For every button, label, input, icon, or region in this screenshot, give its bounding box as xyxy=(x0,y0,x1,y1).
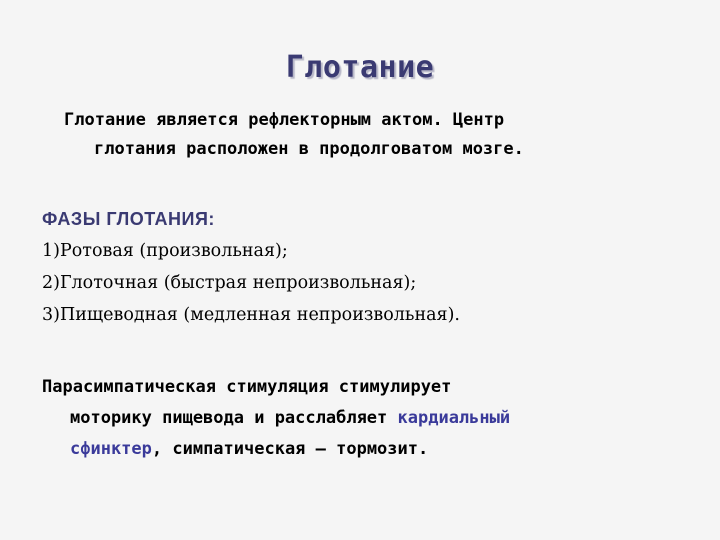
intro-text xyxy=(64,106,714,164)
phase-item: 1)Ротовая (произвольная); xyxy=(42,241,288,261)
phase-item: 2)Глоточная (быстрая непроизвольная); xyxy=(42,273,417,293)
phases-heading: ФАЗЫ ГЛОТАНИЯ: xyxy=(42,209,215,229)
highlight-term: кардиальный xyxy=(397,408,511,428)
paragraph-line-2 xyxy=(42,403,712,434)
phase-item: 3)Пищеводная (медленная непроизвольная). xyxy=(42,305,460,325)
paragraph-line-1: Парасимпатическая стимуляция стимулирует xyxy=(42,377,452,397)
intro-line-1: Глотание является рефлекторным актом. Центр xyxy=(64,110,505,130)
paragraph-line-3 xyxy=(42,434,712,465)
paragraph-line-3-text: , симпатическая – тормозит. xyxy=(151,439,429,459)
highlight-term: сфинктер xyxy=(70,439,152,459)
slide-title: Глотание xyxy=(285,50,435,85)
phases-list xyxy=(42,203,692,331)
paragraph-line-2-text: моторику пищевода и расслабляет xyxy=(70,408,398,428)
intro-line-2: глотания расположен в продолговатом мозге. xyxy=(94,139,524,159)
regulation-paragraph xyxy=(42,372,712,465)
